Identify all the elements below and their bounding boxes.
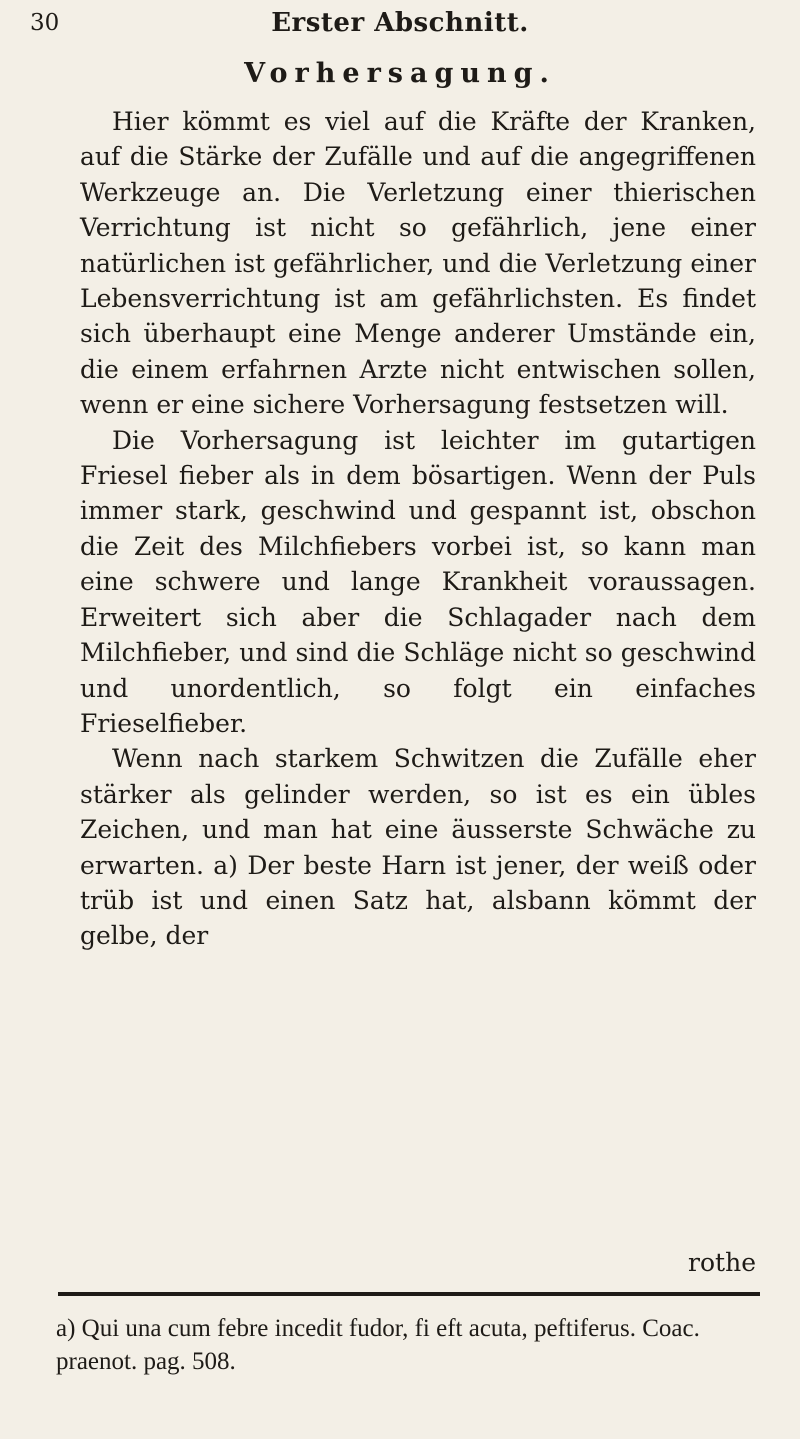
section-title: Vorhersagung.	[244, 58, 556, 89]
running-head	[30, 6, 770, 46]
paragraph: Die Vorhersagung ist leichter im gutartigen Friesel fieber als in dem bösartigen. Wenn der Puls immer stark, geschwind und gespannt ist, obschon die Zeit des Milchfiebers vorbei ist, so kann man eine schwere und lange Krankheit voraussagen. Erweitert sich aber die Schlagader nach dem Milchfieber, und sind die Schläge nicht so geschwind und unordentlich, so folgt ein einfaches Frieselfieber.	[80, 425, 756, 738]
page-number: 30	[30, 10, 60, 36]
body-text	[80, 104, 756, 954]
paragraph: Hier kömmt es viel auf die Kräfte der Kranken, auf die Stärke der Zufälle und auf die angegriffenen Werkzeuge an. Die Verletzung einer thierischen Verrichtung ist nicht so gefährlich, jene einer natürlichen ist gefährlicher, und die Verletzung einer Lebensverrichtung ist am gefährlichsten. Es findet sich überhaupt eine Menge anderer Umstände ein, die einem erfahrnen Arzte nicht entwischen sollen, wenn er eine sichere Vorhersagung festsetzen will.	[80, 107, 756, 420]
footnote-divider	[58, 1292, 760, 1296]
running-head-title: Erster Abschnitt.	[271, 8, 529, 38]
catchword: rothe	[688, 1248, 756, 1277]
paragraph: Wenn nach starkem Schwitzen die Zufälle eher stärker als gelinder werden, so ist es ein übles Zeichen, und man hat eine äusserste Schwäche zu erwarten. a) Der beste Harn ist jener, der weiß oder trüb ist und einen Satz hat, alsbann kömmt der gelbe, der	[80, 744, 756, 951]
footnote: a) Qui una cum febre incedit fudor, fi eft acuta, peftiferus. Coac. praenot. pag. 508.	[56, 1315, 700, 1375]
